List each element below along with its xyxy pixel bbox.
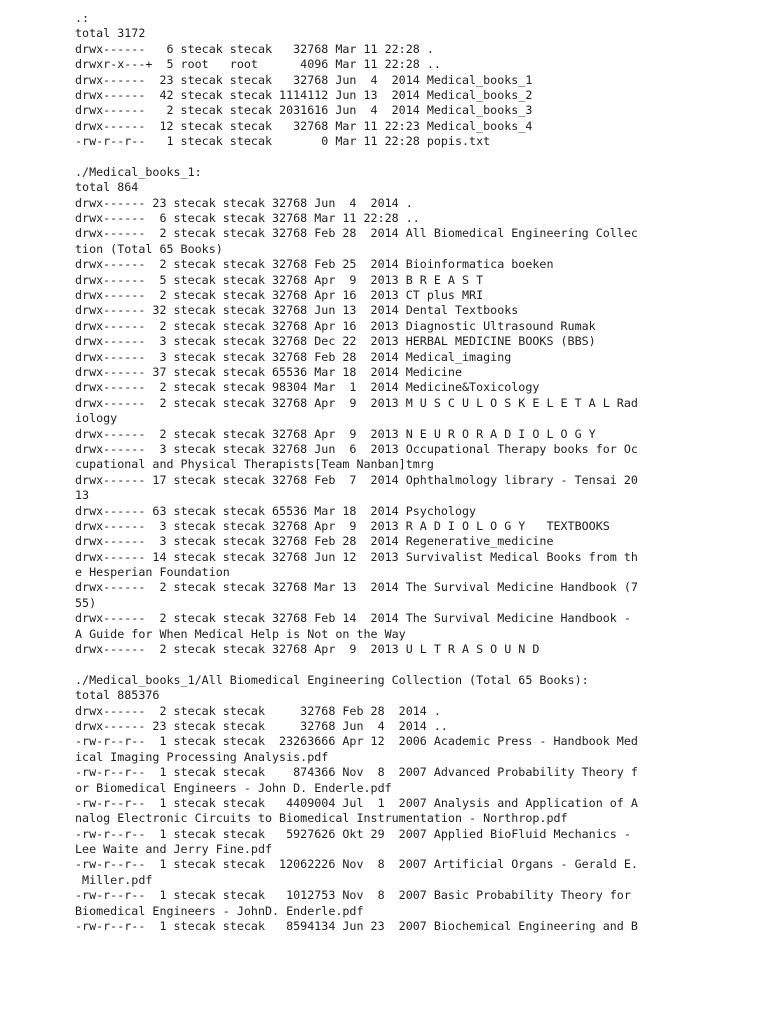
listing-line: drwx------ 3 stecak stecak 32768 Feb 28 2014 Medical_imaging bbox=[75, 349, 512, 364]
listing-line: drwx------ 2 stecak stecak 32768 Feb 28 2014 . bbox=[75, 703, 441, 718]
listing-line: ./Medical_books_1: bbox=[75, 164, 202, 179]
listing-line: -rw-r--r-- 1 stecak stecak 23263666 Apr 12 2006 Academic Press - Handbook Med bbox=[75, 734, 638, 749]
listing-line: drwx------ 2 stecak stecak 32768 Feb 25 2014 Bioinformatica boeken bbox=[75, 257, 554, 272]
listing-line: drwx------ 2 stecak stecak 32768 Apr 9 2013 M U S C U L O S K E L E T A L Rad bbox=[75, 395, 638, 410]
listing-line: A Guide for When Medical Help is Not on the Way bbox=[75, 626, 406, 641]
listing-line: drwx------ 2 stecak stecak 32768 Mar 13 2014 The Survival Medicine Handbook (7 bbox=[75, 580, 638, 595]
listing-line bbox=[75, 657, 638, 672]
listing-line: -rw-r--r-- 1 stecak stecak 8594134 Jun 23 2007 Biochemical Engineering and B bbox=[75, 919, 638, 934]
listing-line: -rw-r--r-- 1 stecak stecak 1012753 Nov 8 2007 Basic Probability Theory for bbox=[75, 888, 631, 903]
listing-line: drwx------ 2 stecak stecak 32768 Feb 14 2014 The Survival Medicine Handbook - bbox=[75, 611, 631, 626]
listing-line: drwx------ 23 stecak stecak 32768 Jun 4 2014 Medical_books_1 bbox=[75, 72, 533, 87]
listing-line: -rw-r--r-- 1 stecak stecak 874366 Nov 8 2007 Advanced Probability Theory f bbox=[75, 765, 638, 780]
listing-line: drwx------ 17 stecak stecak 32768 Feb 7 2014 Ophthalmology library - Tensai 20 bbox=[75, 472, 638, 487]
listing-line: drwx------ 3 stecak stecak 32768 Apr 9 2013 R A D I O L O G Y TEXTBOOKS bbox=[75, 518, 610, 533]
listing-line: drwx------ 2 stecak stecak 32768 Apr 9 2013 N E U R O R A D I O L O G Y bbox=[75, 426, 596, 441]
listing-line: drwx------ 42 stecak stecak 1114112 Jun 13 2014 Medical_books_2 bbox=[75, 87, 533, 102]
listing-line: drwx------ 2 stecak stecak 32768 Apr 9 2013 U L T R A S O U N D bbox=[75, 642, 540, 657]
listing-line: drwx------ 23 stecak stecak 32768 Jun 4 2014 .. bbox=[75, 718, 448, 733]
listing-line: drwx------ 2 stecak stecak 32768 Apr 16 2013 Diagnostic Ultrasound Rumak bbox=[75, 318, 596, 333]
listing-line: drwx------ 32 stecak stecak 32768 Jun 13 2014 Dental Textbooks bbox=[75, 303, 519, 318]
listing-line: 55) bbox=[75, 595, 97, 610]
listing-line: .: bbox=[75, 11, 90, 25]
listing-line: 13 bbox=[75, 488, 90, 503]
listing-line: cupational and Physical Therapists[Team Nanban]tmrg bbox=[75, 457, 434, 472]
listing-line: drwx------ 12 stecak stecak 32768 Mar 11 22:23 Medical_books_4 bbox=[75, 118, 533, 133]
listing-line: drwx------ 6 stecak stecak 32768 Mar 11 22:28 . bbox=[75, 41, 434, 56]
listing-line: drwx------ 2 stecak stecak 98304 Mar 1 2014 Medicine&Toxicology bbox=[75, 380, 540, 395]
listing-line: iology bbox=[75, 411, 118, 426]
listing-line: or Biomedical Engineers - John D. Enderle.pdf bbox=[75, 780, 392, 795]
listing-line: nalog Electronic Circuits to Biomedical Instrumentation - Northrop.pdf bbox=[75, 811, 568, 826]
listing-line: Miller.pdf bbox=[75, 872, 153, 887]
listing-line: -rw-r--r-- 1 stecak stecak 5927626 Okt 29 2007 Applied BioFluid Mechanics - bbox=[75, 826, 631, 841]
listing-line: ./Medical_books_1/All Biomedical Engineering Collection (Total 65 Books): bbox=[75, 672, 589, 687]
listing-line: drwxr-x---+ 5 root root 4096 Mar 11 22:28 .. bbox=[75, 57, 441, 72]
listing-line: -rw-r--r-- 1 stecak stecak 12062226 Nov 8 2007 Artificial Organs - Gerald E. bbox=[75, 857, 638, 872]
listing-line: drwx------ 6 stecak stecak 32768 Mar 11 22:28 .. bbox=[75, 211, 420, 226]
listing-line: tion (Total 65 Books) bbox=[75, 241, 223, 256]
listing-line: Biomedical Engineers - JohnD. Enderle.pdf bbox=[75, 903, 364, 918]
listing-line: total 3172 bbox=[75, 26, 146, 41]
listing-line: drwx------ 2 stecak stecak 2031616 Jun 4 2014 Medical_books_3 bbox=[75, 103, 533, 118]
listing-line: drwx------ 3 stecak stecak 32768 Dec 22 2013 HERBAL MEDICINE BOOKS (BBS) bbox=[75, 334, 596, 349]
listing-line: total 885376 bbox=[75, 688, 160, 703]
directory-listing bbox=[75, 11, 638, 934]
listing-line: drwx------ 63 stecak stecak 65536 Mar 18 2014 Psychology bbox=[75, 503, 477, 518]
listing-line: ical Imaging Processing Analysis.pdf bbox=[75, 749, 329, 764]
listing-line: drwx------ 3 stecak stecak 32768 Feb 28 2014 Regenerative_medicine bbox=[75, 534, 554, 549]
listing-line: drwx------ 2 stecak stecak 32768 Apr 16 2013 CT plus MRI bbox=[75, 288, 484, 303]
listing-line: total 864 bbox=[75, 180, 139, 195]
listing-line: drwx------ 23 stecak stecak 32768 Jun 4 2014 . bbox=[75, 195, 413, 210]
listing-line: drwx------ 5 stecak stecak 32768 Apr 9 2013 B R E A S T bbox=[75, 272, 484, 287]
listing-line: drwx------ 2 stecak stecak 32768 Feb 28 2014 All Biomedical Engineering Collec bbox=[75, 226, 638, 241]
listing-line: Lee Waite and Jerry Fine.pdf bbox=[75, 842, 273, 857]
listing-line: drwx------ 14 stecak stecak 32768 Jun 12 2013 Survivalist Medical Books from th bbox=[75, 549, 638, 564]
listing-line: e Hesperian Foundation bbox=[75, 565, 230, 580]
listing-line: drwx------ 3 stecak stecak 32768 Jun 6 2013 Occupational Therapy books for Oc bbox=[75, 441, 638, 456]
listing-line: drwx------ 37 stecak stecak 65536 Mar 18 2014 Medicine bbox=[75, 364, 463, 379]
listing-line bbox=[75, 150, 638, 165]
listing-line: -rw-r--r-- 1 stecak stecak 0 Mar 11 22:28 popis.txt bbox=[75, 134, 491, 149]
listing-line: -rw-r--r-- 1 stecak stecak 4409004 Jul 1 2007 Analysis and Application of A bbox=[75, 795, 638, 810]
